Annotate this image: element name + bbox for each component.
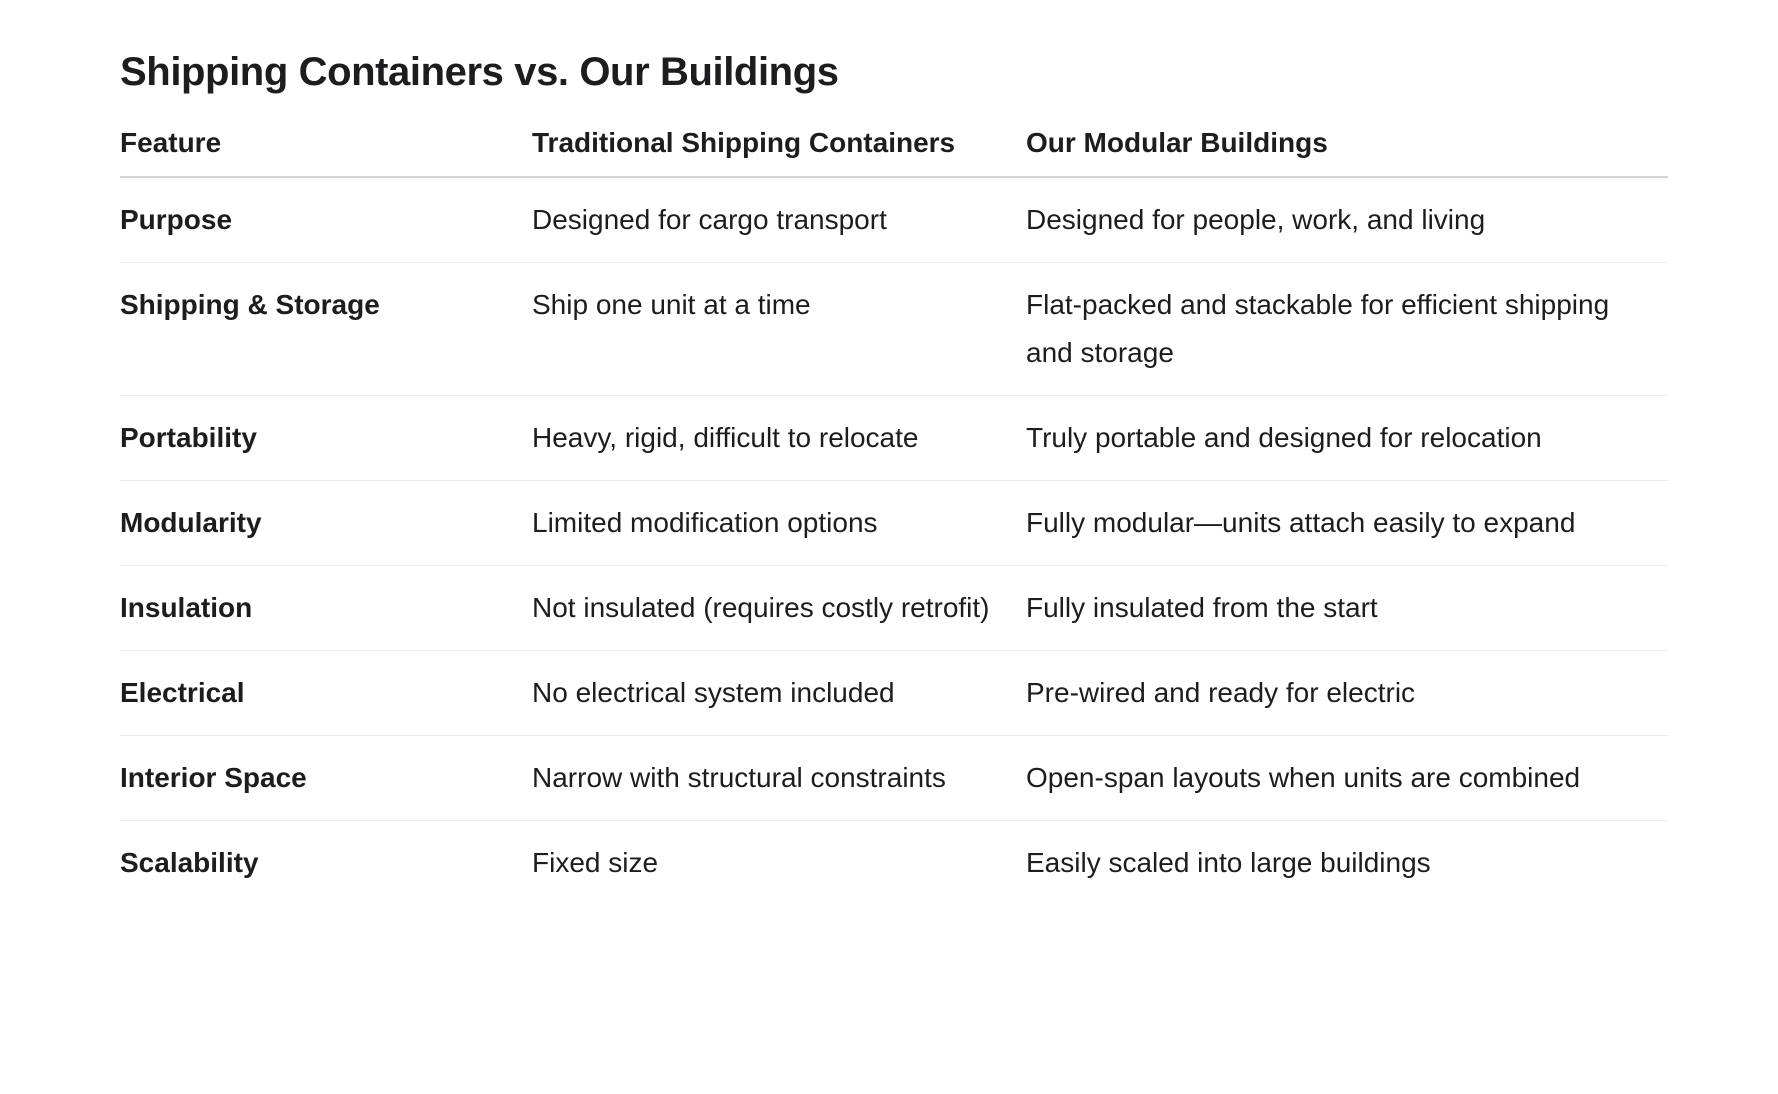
feature-label: Electrical [120,677,245,708]
ours-cell [1026,481,1668,566]
feature-cell [120,736,532,821]
feature-cell [120,263,532,396]
comparison-table [120,118,1668,905]
traditional-text: No electrical system included [532,677,895,708]
feature-label: Portability [120,422,257,453]
feature-label: Purpose [120,204,233,235]
ours-cell [1026,396,1668,481]
table-row [120,821,1668,906]
traditional-text: Heavy, rigid, difficult to relocate [532,422,919,453]
traditional-cell [532,736,1026,821]
traditional-text: Narrow with structural constraints [532,762,946,793]
traditional-text: Ship one unit at a time [532,289,811,320]
feature-cell [120,566,532,651]
header-ours: Our Modular Buildings [1026,118,1668,177]
feature-label: Insulation [120,592,253,623]
traditional-cell [532,396,1026,481]
traditional-cell [532,566,1026,651]
table-row [120,566,1668,651]
table-body [120,177,1668,905]
header-row [120,118,1668,177]
page-title: Shipping Containers vs. Our Buildings [120,50,839,94]
feature-cell [120,821,532,906]
traditional-cell [532,177,1026,263]
ours-text: Pre-wired and ready for electric [1026,677,1416,708]
ours-cell [1026,651,1668,736]
table-row [120,396,1668,481]
traditional-text: Fixed size [532,847,659,878]
ours-cell [1026,821,1668,906]
ours-text: Easily scaled into large buildings [1026,847,1431,878]
table-row [120,736,1668,821]
ours-cell [1026,736,1668,821]
feature-label: Interior Space [120,762,307,793]
traditional-cell [532,651,1026,736]
traditional-cell [532,821,1026,906]
ours-text: Open-span layouts when units are combined [1026,762,1581,793]
table-row [120,481,1668,566]
ours-text: Truly portable and designed for relocation [1026,422,1542,453]
ours-text: Fully insulated from the start [1026,592,1378,623]
ours-text: Flat-packed and stackable for efficient shipping and storage [1026,289,1610,368]
feature-cell [120,651,532,736]
table-row [120,177,1668,263]
table-header [120,118,1668,177]
header-traditional: Traditional Shipping Containers [532,118,1026,177]
feature-label: Modularity [120,507,262,538]
feature-cell [120,177,532,263]
header-feature: Feature [120,118,532,177]
ours-cell [1026,566,1668,651]
traditional-text: Designed for cargo transport [532,204,887,235]
feature-cell [120,396,532,481]
ours-cell [1026,263,1668,396]
ours-cell [1026,177,1668,263]
ours-text: Designed for people, work, and living [1026,204,1486,235]
feature-label: Shipping & Storage [120,289,380,320]
table-row [120,263,1668,396]
traditional-cell [532,263,1026,396]
ours-text: Fully modular—units attach easily to expand [1026,507,1576,538]
feature-cell [120,481,532,566]
traditional-text: Not insulated (requires costly retrofit) [532,592,990,623]
traditional-cell [532,481,1026,566]
table-row [120,651,1668,736]
traditional-text: Limited modification options [532,507,878,538]
feature-label: Scalability [120,847,259,878]
